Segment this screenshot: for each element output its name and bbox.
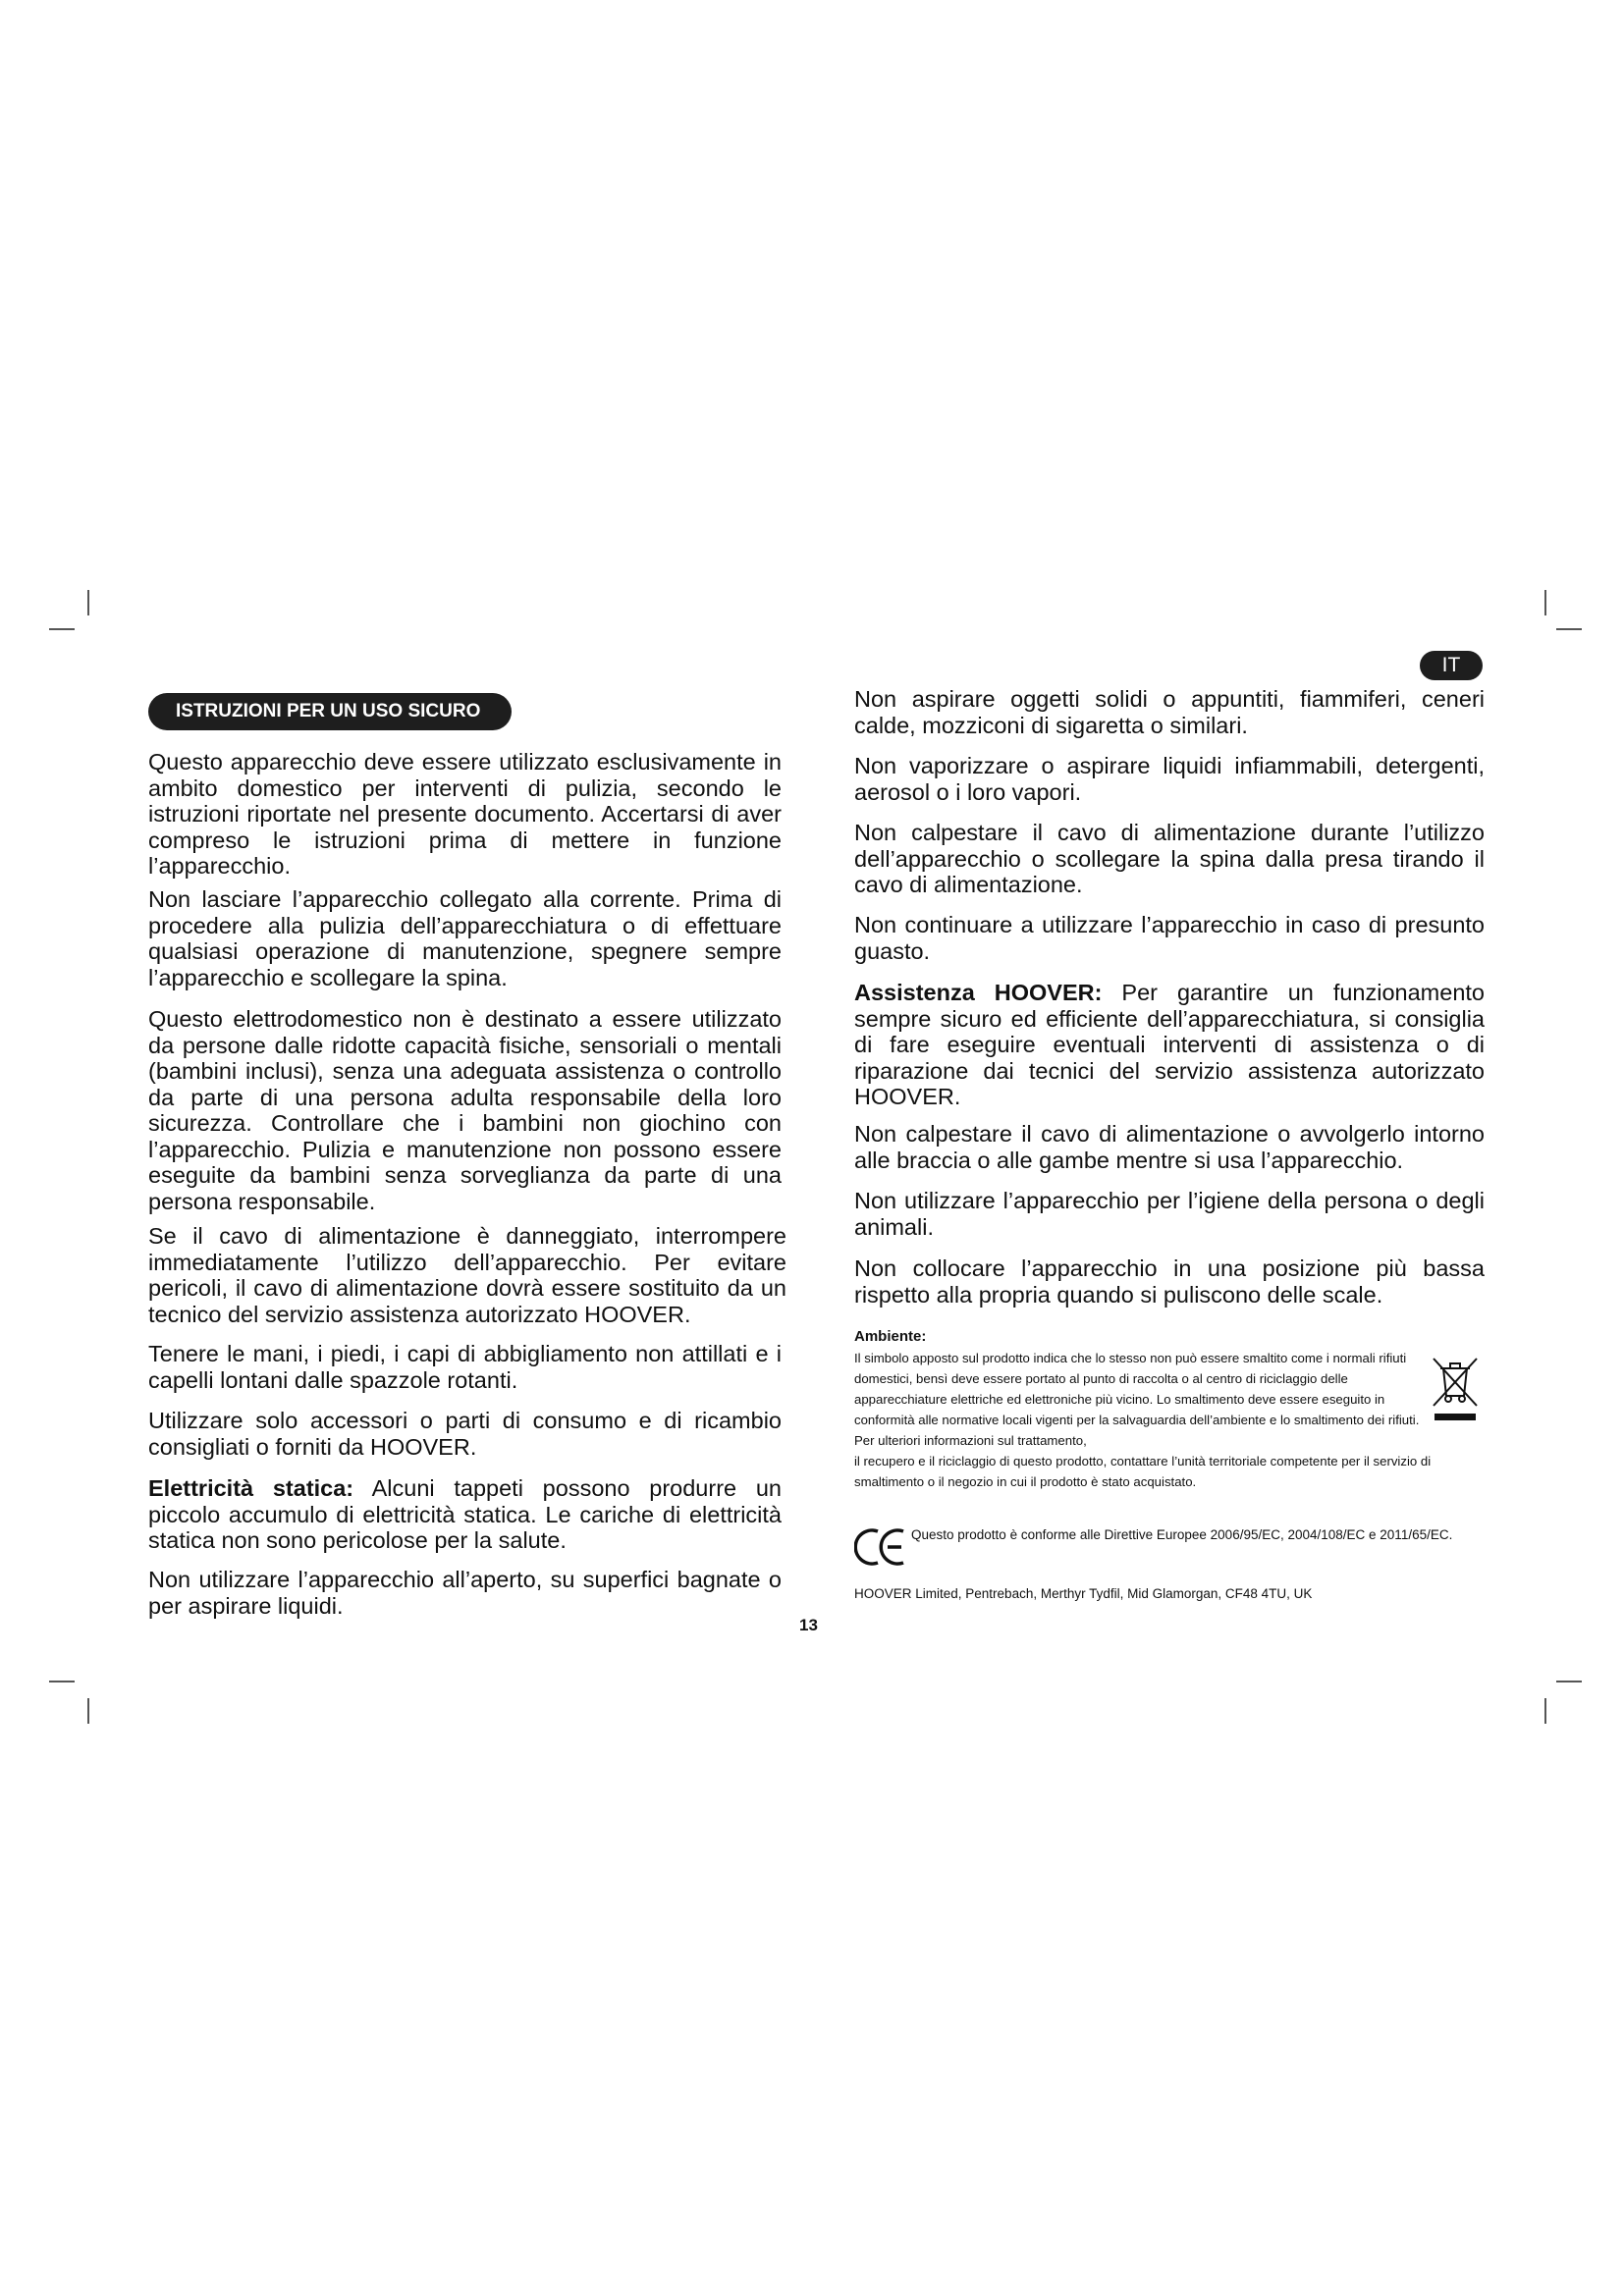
paragraph-static-electricity	[148, 1475, 782, 1554]
language-badge: IT	[1420, 651, 1483, 680]
paragraph-malfunction: Non continuare a utilizzare l’apparecchio in caso di presunto guasto.	[854, 912, 1485, 964]
paragraph-hoover-service	[854, 980, 1485, 1110]
company-address: HOOVER Limited, Pentrebach, Merthyr Tydfil, Mid Glamorgan, CF48 4TU, UK	[854, 1586, 1313, 1601]
environment-title: Ambiente:	[854, 1328, 927, 1345]
paragraph-domestic-use: Questo apparecchio deve essere utilizzato esclusivamente in ambito domestico per interventi di pulizia, secondo le istruzioni riportate nel presente documento. Accertarsi di aver compreso le istruzioni prima di mettere in funzione l’apparecchio.	[148, 749, 782, 879]
paragraph-damaged-cable: Se il cavo di alimentazione è danneggiato, interrompere immediatamente l’utilizzo dell’apparecchio. Per evitare pericoli, il cavo di alimentazione dovrà essere sostituito da un tecnico del servizio assistenza autorizzato HOOVER.	[148, 1223, 786, 1327]
paragraph-solid-objects: Non aspirare oggetti solidi o appuntiti, fiammiferi, ceneri calde, mozziconi di sigaretta o similari.	[854, 686, 1485, 738]
crop-mark	[1556, 1681, 1582, 1682]
ce-compliance-text: Questo prodotto è conforme alle Direttive Europee 2006/95/EC, 2004/108/EC e 2011/65/EC.	[911, 1527, 1453, 1542]
crossed-out-wheelie-bin-icon	[1430, 1353, 1481, 1423]
paragraph-cable-wrap: Non calpestare il cavo di alimentazione o avvolgerlo intorno alle braccia o alle gambe mentre si usa l’apparecchio.	[854, 1121, 1485, 1173]
hoover-service-label: Assistenza HOOVER:	[854, 980, 1103, 1005]
section-title: ISTRUZIONI PER UN USO SICURO	[148, 693, 512, 730]
paragraph-flammable-liquids: Non vaporizzare o aspirare liquidi infiammabili, detergenti, aerosol o i loro vapori.	[854, 753, 1485, 805]
crop-mark	[87, 590, 89, 615]
paragraph-stairs: Non collocare l’apparecchio in una posizione più bassa rispetto alla propria quando si puliscono delle scale.	[854, 1255, 1485, 1308]
static-electricity-label: Elettricità statica:	[148, 1475, 354, 1501]
paragraph-rotating-brushes: Tenere le mani, i piedi, i capi di abbigliamento non attillati e i capelli lontani dalle spazzole rotanti.	[148, 1341, 782, 1393]
static-electricity-text: Alcuni tappeti possono produrre un piccolo accumulo di elettricità statica. Le cariche di elettricità statica non sono pericolose per la salute.	[148, 1475, 782, 1553]
crop-mark	[1544, 590, 1546, 615]
paragraph-personal-hygiene: Non utilizzare l’apparecchio per l’igiene della persona o degli animali.	[854, 1188, 1485, 1240]
paragraph-reduced-capacity: Questo elettrodomestico non è destinato a essere utilizzato da persone dalle ridotte capacità fisiche, sensoriali o mentali (bambini inclusi), senza una adeguata assistenza o controllo da parte di una persona adulta responsabile della loro sicurezza. Controllare che i bambini non giochino con l’apparecchio. Pulizia e manutenzione non possono essere eseguite da bambini senza sorveglianza da parte di una persona responsabile.	[148, 1006, 782, 1214]
crop-mark	[87, 1698, 89, 1724]
paragraph-outdoor-use: Non utilizzare l’apparecchio all’aperto, su superfici bagnate o per aspirare liquidi.	[148, 1567, 782, 1619]
environment-text-wrapped: Il simbolo apposto sul prodotto indica che lo stesso non può essere smaltito come i normali rifiuti domestici, bensì deve essere portato al punto di raccolta o al centro di riciclaggio delle apparecchiature elettriche ed elettroniche più vicino. Lo smaltimento deve essere eseguito in conformità alle normative locali vigenti per la salvaguardia dell’ambiente e lo smaltimento dei rifiuti. Per ulteriori informazioni sul trattamento,	[854, 1351, 1420, 1448]
crop-mark	[49, 628, 75, 630]
paragraph-cable-step: Non calpestare il cavo di alimentazione durante l’utilizzo dell’apparecchio o scollegare la spina dalla presa tirando il cavo di alimentazione.	[854, 820, 1485, 897]
crop-mark	[49, 1681, 75, 1682]
crop-mark	[1556, 628, 1582, 630]
environment-text-full: il recupero e il riciclaggio di questo prodotto, contattare l’unità territoriale competente per il servizio di smaltimento o il negozio in cui il prodotto è stato acquistato.	[854, 1454, 1432, 1489]
paragraph-unplug: Non lasciare l’apparecchio collegato alla corrente. Prima di procedere alla pulizia dell’apparecchiatura o di effettuare qualsiasi operazione di manutenzione, spegnere sempre l’apparecchio e scollegare la spina.	[148, 886, 782, 990]
page-number: 13	[799, 1616, 818, 1634]
crop-mark	[1544, 1698, 1546, 1724]
paragraph-accessories: Utilizzare solo accessori o parti di consumo e di ricambio consigliati o forniti da HOOVER.	[148, 1408, 782, 1460]
environment-text	[854, 1348, 1479, 1492]
hoover-service-text: Per garantire un funzionamento sempre sicuro ed efficiente dell’apparecchiatura, si consiglia di fare eseguire eventuali interventi di assistenza o di riparazione dai tecnici del servizio assistenza autorizzato HOOVER.	[854, 980, 1485, 1109]
